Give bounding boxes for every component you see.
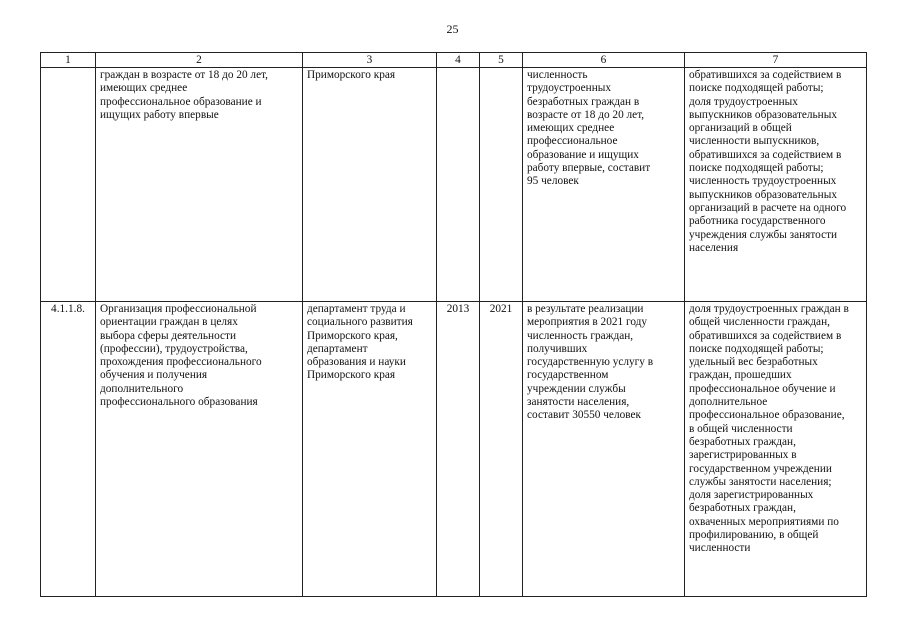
- indicators-cell: [685, 68, 867, 302]
- start-year-cell: [437, 68, 480, 302]
- measure-code-cell: [41, 68, 96, 302]
- column-number-header: 2: [96, 53, 303, 68]
- expected-result-cell: [523, 68, 685, 302]
- start-year-cell: 2013: [437, 302, 480, 597]
- measure-name-text: граждан в возрасте от 18 до 20 лет, имеющих среднее профессиональное образование и ищущих работу впервые: [100, 69, 268, 121]
- page-number: 25: [446, 22, 459, 36]
- column-number-header: 5: [480, 53, 523, 68]
- end-year-cell: 2021: [480, 302, 523, 597]
- column-number-header: 6: [523, 53, 685, 68]
- expected-result-text: численность трудоустроенных безработных граждан в возрасте от 18 до 20 лет, имеющих среднее профессиональное образование и ищущих работу впервые, составит 95 человек: [527, 69, 651, 188]
- column-number-header: 1: [41, 53, 96, 68]
- table-row: [41, 68, 867, 302]
- column-number-header: 3: [303, 53, 437, 68]
- executor-cell: [303, 68, 437, 302]
- executor-text: департамент труда и социального развития Приморского края, департамент образования и науки Приморского края: [307, 303, 413, 382]
- measure-name-cell: [96, 302, 303, 597]
- column-number-row: [41, 53, 867, 68]
- measure-name-cell: [96, 68, 303, 302]
- program-measures-table: [40, 52, 867, 597]
- executor-text: Приморского края: [307, 69, 396, 81]
- indicators-text: обратившихся за содействием в поиске подходящей работы; доля трудоустроенных выпускников образовательных организаций в общей численности выпускников, обратившихся за содействием в поиске подходящей работы; численность трудоустроенных выпускников образовательных организаций в расчете на одного работника государственного учреждения службы занятости населения: [689, 69, 847, 254]
- table-row: [41, 302, 867, 597]
- expected-result-text: в результате реализации мероприятия в 2021 году численность граждан, получивших государственную услугу в государственном учреждении службы занятости населения, составит 30550 человек: [527, 303, 654, 422]
- indicators-text: доля трудоустроенных граждан в общей численности граждан, обратившихся за содействием в поиске подходящей работы; удельный вес безработных граждан, прошедших профессиональное обучение и дополнительное профессиональное образование, в общей численности безработных граждан, зарегистрированных в государственном учреждении службы занятости населения; доля зарегистрированных безработных граждан, охваченных мероприятиями по профилированию, в общей численности: [689, 303, 849, 555]
- column-number-header: 7: [685, 53, 867, 68]
- measure-code-cell: 4.1.1.8.: [41, 302, 96, 597]
- end-year-cell: [480, 68, 523, 302]
- expected-result-cell: [523, 302, 685, 597]
- indicators-cell: [685, 302, 867, 597]
- executor-cell: [303, 302, 437, 597]
- measure-name-text: Организация профессиональной ориентации граждан в целях выбора сферы деятельности (профессии), трудоустройства, прохождения профессионального обучения и получения дополнительного профессионального образования: [100, 303, 262, 409]
- column-number-header: 4: [437, 53, 480, 68]
